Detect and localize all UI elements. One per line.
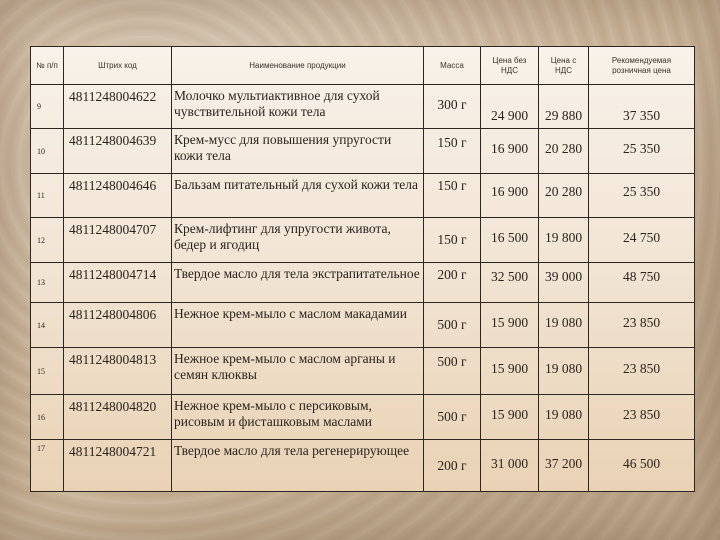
product-name-cell: Твердое масло для тела регенерирующее [172,440,424,492]
barcode-cell: 4811248004646 [64,174,172,218]
row-number: 10 [31,129,64,174]
table-row [31,395,695,440]
header-product-name: Наименование продукции [172,47,424,85]
row-number: 14 [31,303,64,348]
barcode-cell: 4811248004622 [64,85,172,129]
price-vat-cell: 19 080 [539,395,589,440]
header-price-no-vat: Цена без НДС [481,47,539,85]
retail-price-cell: 24 750 [589,218,695,263]
price-no-vat-cell: 24 900 [481,85,539,129]
mass-cell: 200 г [424,440,481,492]
retail-price-cell: 23 850 [589,395,695,440]
price-vat-cell: 20 280 [539,129,589,174]
mass-cell: 500 г [424,395,481,440]
product-name-cell: Нежное крем-мыло с маслом макадамии [172,303,424,348]
table-row [31,174,695,218]
price-no-vat-cell: 32 500 [481,263,539,303]
price-vat-cell: 37 200 [539,440,589,492]
row-number: 12 [31,218,64,263]
price-no-vat-cell: 31 000 [481,440,539,492]
mass-cell: 150 г [424,174,481,218]
retail-price-cell: 25 350 [589,129,695,174]
table-row [31,440,695,492]
retail-price-cell: 23 850 [589,348,695,395]
product-name-cell: Нежное крем-мыло с маслом арганы и семян клюквы [172,348,424,395]
product-name-cell: Бальзам питательный для сухой кожи тела [172,174,424,218]
product-name-cell: Нежное крем-мыло с персиковым, рисовым и фисташковым маслами [172,395,424,440]
price-vat-cell: 39 000 [539,263,589,303]
table-row [31,348,695,395]
product-name-cell: Молочко мультиактивное для сухой чувствительной кожи тела [172,85,424,129]
barcode-cell: 4811248004721 [64,440,172,492]
mass-cell: 200 г [424,263,481,303]
row-number: 17 [31,440,64,492]
header-retail-price: Рекомендуемая розничная цена [589,47,695,85]
product-name-cell: Твердое масло для тела экстрапитательное [172,263,424,303]
retail-price-cell: 37 350 [589,85,695,129]
header-num: № п/п [31,47,64,85]
mass-cell: 500 г [424,303,481,348]
barcode-cell: 4811248004714 [64,263,172,303]
barcode-cell: 4811248004813 [64,348,172,395]
row-number: 15 [31,348,64,395]
row-number: 9 [31,85,64,129]
mass-cell: 300 г [424,85,481,129]
price-vat-cell: 19 080 [539,303,589,348]
retail-price-cell: 46 500 [589,440,695,492]
table-row [31,263,695,303]
price-table [30,46,695,492]
price-no-vat-cell: 15 900 [481,395,539,440]
price-no-vat-cell: 16 900 [481,129,539,174]
table-row [31,85,695,129]
table-row [31,129,695,174]
price-no-vat-cell: 16 500 [481,218,539,263]
table-row [31,218,695,263]
barcode-cell: 4811248004806 [64,303,172,348]
barcode-cell: 4811248004639 [64,129,172,174]
price-vat-cell: 29 880 [539,85,589,129]
retail-price-cell: 48 750 [589,263,695,303]
price-vat-cell: 19 080 [539,348,589,395]
row-number: 13 [31,263,64,303]
table-row [31,303,695,348]
product-name-cell: Крем-мусс для повышения упругости кожи тела [172,129,424,174]
price-no-vat-cell: 16 900 [481,174,539,218]
price-no-vat-cell: 15 900 [481,348,539,395]
header-mass: Масса [424,47,481,85]
retail-price-cell: 25 350 [589,174,695,218]
price-no-vat-cell: 15 900 [481,303,539,348]
mass-cell: 500 г [424,348,481,395]
row-number: 16 [31,395,64,440]
price-vat-cell: 19 800 [539,218,589,263]
barcode-cell: 4811248004820 [64,395,172,440]
product-name-cell: Крем-лифтинг для упругости живота, бедер и ягодиц [172,218,424,263]
barcode-cell: 4811248004707 [64,218,172,263]
header-price-vat: Цена с НДС [539,47,589,85]
mass-cell: 150 г [424,129,481,174]
retail-price-cell: 23 850 [589,303,695,348]
price-vat-cell: 20 280 [539,174,589,218]
mass-cell: 150 г [424,218,481,263]
table-header-row [31,47,695,85]
header-barcode: Штрих код [64,47,172,85]
row-number: 11 [31,174,64,218]
